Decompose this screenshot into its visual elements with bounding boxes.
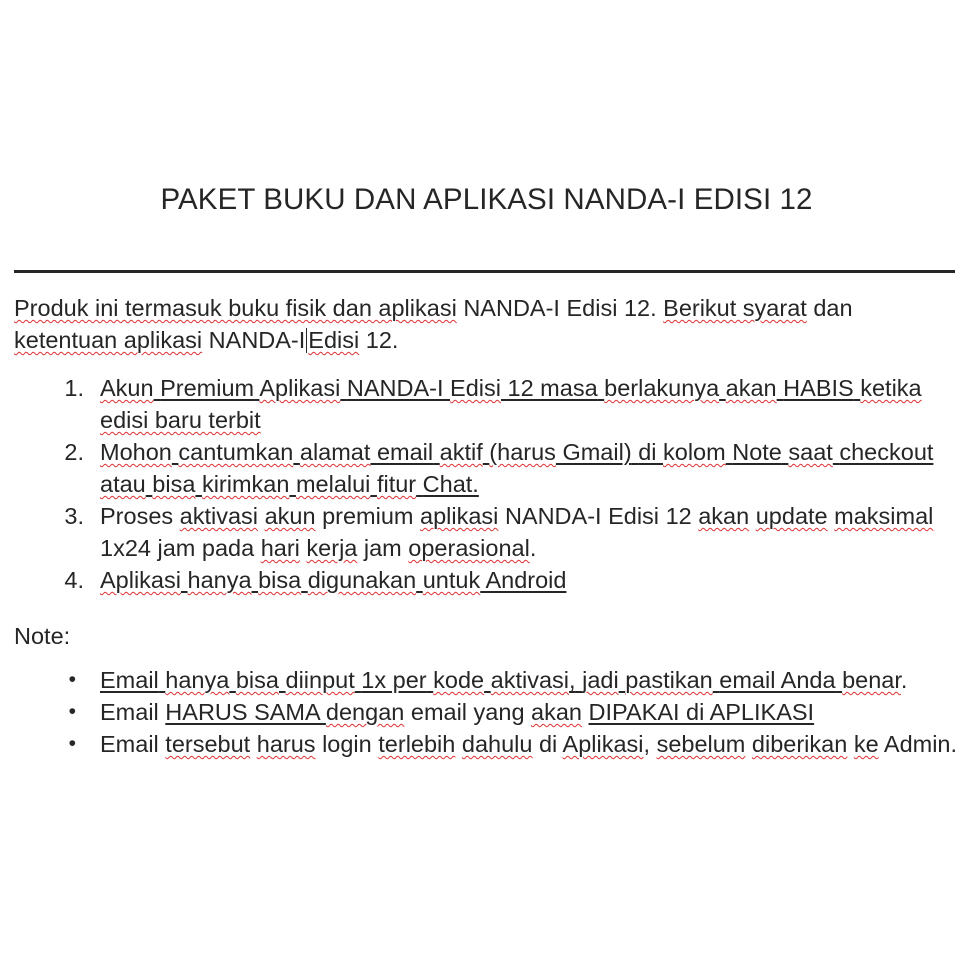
note2-seg7: DIPAKAI di APLIKASI — [588, 699, 815, 725]
note2-seg2: HARUS SAMA — [165, 699, 326, 725]
title-divider — [14, 270, 955, 273]
item2-seg18: Chat. — [422, 471, 479, 497]
note1-seg9: jadi — [582, 667, 619, 693]
item2-seg11: saat — [788, 439, 833, 465]
item1-seg11: edisi baru terbit — [100, 407, 261, 433]
item3-seg1: Proses — [100, 503, 174, 529]
item3-seg9: akan — [698, 503, 750, 529]
list-item — [14, 436, 959, 500]
intro-text-f: NANDA-I — [208, 327, 306, 353]
note1-seg3: bisa — [235, 667, 279, 693]
item3-seg10: update — [755, 503, 828, 529]
item2-seg12: checkout — [839, 439, 934, 465]
list-item — [14, 664, 959, 696]
item3-seg16: operasional — [408, 535, 530, 561]
item2-seg1: Mohon — [100, 439, 172, 465]
item2-seg9: kolom — [663, 439, 726, 465]
terms-numbered-list — [14, 372, 959, 596]
item4-seg5: untuk — [422, 567, 481, 593]
list-item — [14, 564, 959, 596]
note1-seg13: . — [900, 667, 908, 693]
note3-seg4: harus — [256, 731, 316, 757]
item3-seg15: jam — [363, 535, 402, 561]
intro-text-c: Berikut syarat — [663, 295, 807, 321]
intro-text-h: 12. — [365, 327, 399, 353]
note-bullet-list — [14, 664, 959, 760]
note3-seg2: tersebut — [165, 731, 251, 757]
item2-seg15: kirimkan — [201, 471, 290, 497]
note2-seg5: akan — [531, 699, 583, 725]
bullet-marker: • — [68, 732, 76, 755]
note1-seg2: hanya — [165, 667, 230, 693]
item2-seg4: email — [376, 439, 434, 465]
item2-seg8: di — [638, 439, 657, 465]
item1-seg8: akan — [725, 375, 777, 401]
note1-seg10: pastikan — [625, 667, 713, 693]
bullet-marker: • — [68, 668, 76, 691]
item2-seg6: (harus — [489, 439, 556, 465]
page-title: PAKET BUKU DAN APLIKASI NANDA-I EDISI 12 — [160, 183, 813, 216]
note1-seg7: aktivasi — [490, 667, 570, 693]
note3-seg8: dahulu — [461, 731, 533, 757]
item3-seg17: . — [529, 535, 537, 561]
item1-seg3: Aplikasi — [259, 375, 341, 401]
item3-seg7: Edisi — [608, 503, 660, 529]
note3-seg9: di — [532, 731, 563, 757]
bullet-marker: • — [68, 700, 76, 723]
item3-seg11: maksimal — [834, 503, 934, 529]
list-marker-4: 4. — [64, 567, 84, 593]
note1-seg12: benar — [842, 667, 901, 693]
note1-seg5: 1x per — [361, 667, 427, 693]
item4-seg2: hanya — [187, 567, 252, 593]
item1-seg7: berlakunya — [604, 375, 720, 401]
note3-seg1: Email — [100, 731, 166, 757]
item4-seg4: digunakan — [307, 567, 417, 593]
note3-seg12: sebelum — [656, 731, 746, 757]
item1-seg9: HABIS — [783, 375, 854, 401]
list-marker-2: 2. — [64, 439, 84, 465]
note3-seg16: ke — [853, 731, 879, 757]
intro-paragraph — [14, 292, 894, 356]
item3-seg4: premium — [322, 503, 414, 529]
item2-seg13: atau — [100, 471, 146, 497]
list-item — [14, 500, 959, 564]
note1-seg6: kode — [433, 667, 485, 693]
list-item — [14, 372, 959, 436]
item2-seg14: bisa — [152, 471, 196, 497]
item1-seg2: Premium — [160, 375, 255, 401]
item4-seg1: Aplikasi — [100, 567, 181, 593]
item4-seg3: bisa — [258, 567, 302, 593]
item2-seg16: melalui — [295, 471, 371, 497]
item3-seg2: aktivasi — [179, 503, 259, 529]
list-marker-3: 3. — [64, 503, 84, 529]
note1-seg1: Email — [100, 667, 159, 693]
item2-seg3: alamat — [299, 439, 371, 465]
item3-seg6: NANDA-I — [504, 503, 602, 529]
item3-seg14: kerja — [306, 535, 358, 561]
note2-seg1: Email — [100, 699, 166, 725]
intro-text-a: Produk ini termasuk buku fisik dan aplikasi — [14, 295, 457, 321]
item1-seg10: ketika — [860, 375, 922, 401]
intro-text-e: ketentuan aplikasi — [14, 327, 203, 353]
note1-seg8: , — [569, 667, 576, 693]
note3-seg5: login — [315, 731, 379, 757]
item3-seg8: 12 — [665, 503, 692, 529]
intro-text-g: Edisi — [308, 327, 360, 353]
note3-seg11: , — [643, 731, 657, 757]
note1-seg11: email Anda — [719, 667, 836, 693]
item1-seg1: Akun — [100, 375, 154, 401]
item2-seg7: Gmail) — [562, 439, 632, 465]
note1-seg4: diinput — [285, 667, 355, 693]
note2-seg3: dengan — [325, 699, 405, 725]
item2-seg17: fitur — [376, 471, 417, 497]
item3-seg5: aplikasi — [420, 503, 499, 529]
item1-seg6: 12 masa — [507, 375, 598, 401]
item4-seg6: Android — [485, 567, 567, 593]
item1-seg4: NANDA-I — [346, 375, 444, 401]
note2-seg4: email yang — [404, 699, 532, 725]
note3-seg10: Aplikasi — [562, 731, 644, 757]
item3-seg12: 1x24 jam pada — [100, 535, 255, 561]
list-item — [14, 728, 959, 760]
note3-seg17: Admin. — [883, 731, 958, 757]
note3-seg6: terlebih — [378, 731, 456, 757]
note-label: Note: — [14, 623, 71, 649]
list-marker-1: 1. — [64, 375, 84, 401]
item2-seg10: Note — [732, 439, 782, 465]
item2-seg5: aktif — [439, 439, 483, 465]
item1-seg5: Edisi — [450, 375, 501, 401]
document-body — [14, 292, 959, 760]
note3-seg14: diberikan — [751, 731, 848, 757]
intro-text-d: dan — [813, 295, 853, 321]
item3-seg3: akun — [264, 503, 316, 529]
list-item — [14, 696, 959, 728]
item2-seg2: cantumkan — [178, 439, 294, 465]
intro-text-b: NANDA-I Edisi 12. — [463, 295, 657, 321]
item3-seg13: hari — [260, 535, 300, 561]
